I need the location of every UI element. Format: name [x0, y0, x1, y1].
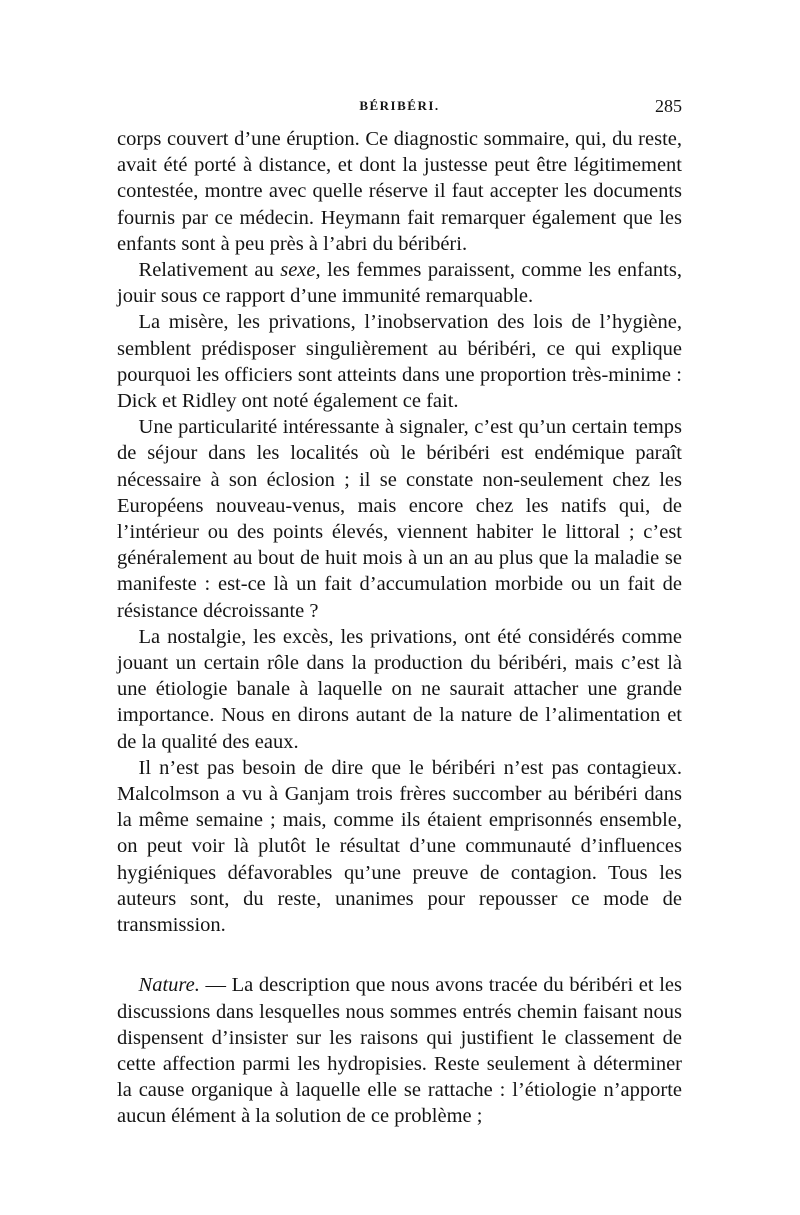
italic-term-sexe: sexe, — [280, 259, 321, 282]
paragraph-nature-text: — La description que nous avons tracée du béribéri et les discussions dans lesquelles nous sommes entrés chemin faisant nous dispensent d’insister sur les raisons qui justifient le classement de cette affection parmi les hydropisies. Reste seulement à déterminer la cause organique à laquelle elle se rattache : l’étiologie n’apporte aucun élément à la solution de ce problème ; — [117, 974, 682, 1128]
paragraph-sex-rest: les femmes paraissent, comme les enfants, jouir sous ce rapport d’une immunité remarquable. — [117, 259, 682, 308]
paragraph-sex — [117, 257, 682, 309]
page-number: 285 — [655, 96, 682, 116]
body-text — [117, 126, 682, 1130]
paragraph-nature — [117, 972, 682, 1129]
paragraph-particularity: Une particularité intéressante à signaler, c’est qu’un certain temps de séjour dans les localités où le béribéri est endémique paraît nécessaire à son éclosion ; il se constate non-seulement chez les Européens nouveau-venus, mais encore chez les natifs qui, de l’intérieur ou des points élevés, viennent habiter le littoral ; c’est généralement au bout de huit mois à un an au plus que la maladie se manifeste : est-ce là un fait d’accumulation morbide ou un fait de résistance décroissante ? — [117, 416, 682, 622]
paragraph-contagion: Il n’est pas besoin de dire que le béribéri n’est pas contagieux. Malcolmson a vu à Ganjam trois frères succomber au béribéri dans la même semaine ; mais, comme ils étaient emprisonnés ensemble, on peut voir là plutôt le résultat d’une communauté d’influences hygiéniques défavorables qu’une preuve de contagion. Tous les auteurs sont, du reste, unanimes pour repousser ce mode de transmission. — [117, 756, 682, 937]
paragraph-sex-lead: Relativement au — [138, 259, 281, 282]
running-title: BÉRIBÉRI. — [359, 98, 440, 113]
page-header — [117, 98, 682, 124]
paragraph-nostalgia: La nostalgie, les excès, les privations, ont été considérés comme jouant un certain rôle dans la production du béribéri, mais c’est là une étiologie banale à laquelle on ne saurait attacher une grande importance. Nous en dirons autant de la nature de l’alimentation et de la qualité des eaux. — [117, 625, 682, 753]
paragraph-misery: La misère, les privations, l’inobservation des lois de l’hygiène, semblent prédisposer singulièrement au béribéri, ce qui explique pourquoi les officiers sont atteints dans une proportion très-minime : Dick et Ridley ont noté également ce fait. — [117, 311, 682, 413]
paragraph-continued: corps couvert d’une éruption. Ce diagnostic sommaire, qui, du reste, avait été porté à distance, et dont la justesse peut être légitimement contestée, montre avec quelle réserve il faut accepter les documents fournis par ce médecin. Heymann fait remarquer également que les enfants sont à peu près à l’abri du béribéri. — [117, 128, 682, 255]
section-title-nature: Nature. — [138, 974, 200, 997]
